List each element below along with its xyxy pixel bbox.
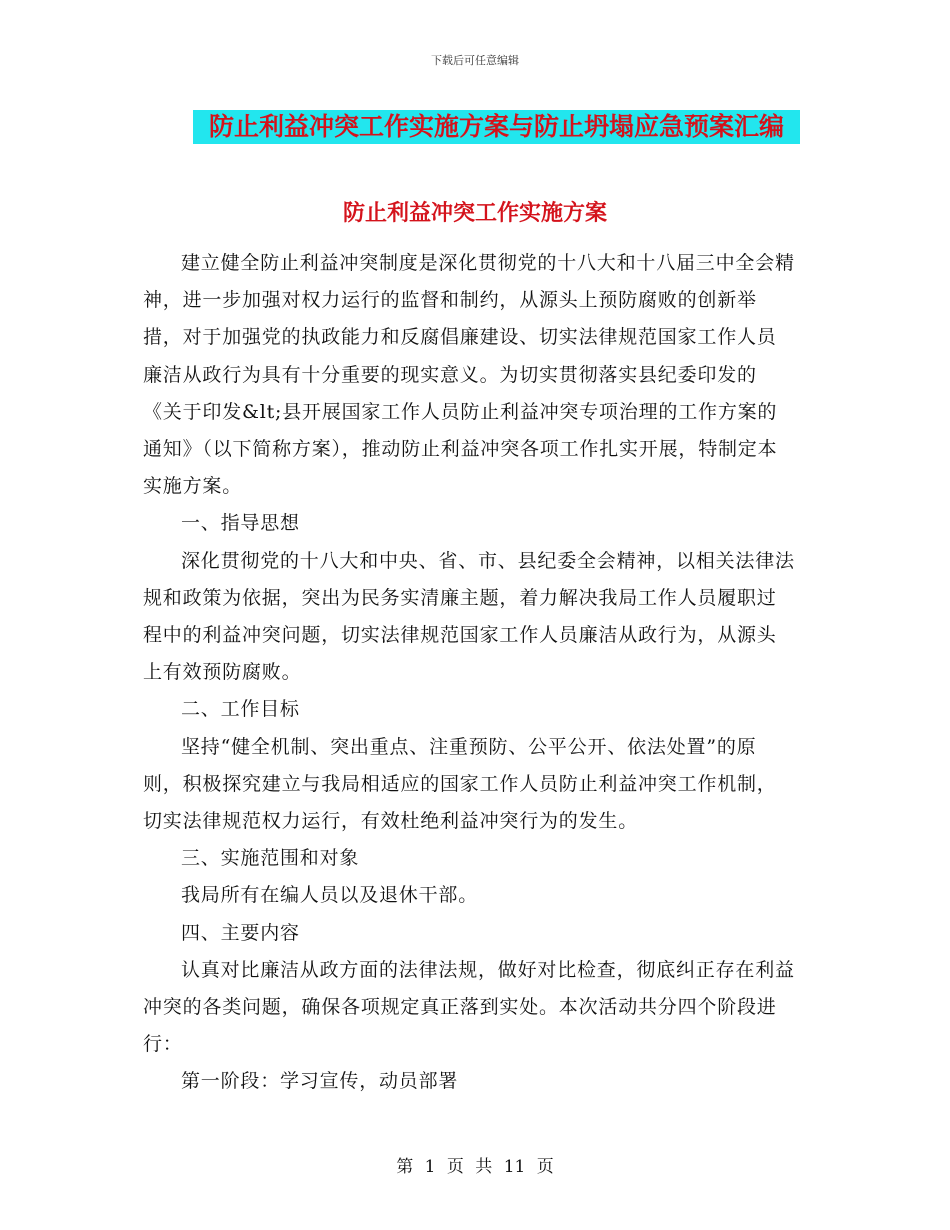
heading-main-content: 四、主要内容 [181, 921, 300, 944]
heading-guiding-thought: 一、指导思想 [181, 512, 300, 535]
document-body [143, 245, 795, 1101]
paragraph-main-content: 认真对比廉洁从政方面的法律法规，做好对比检查，彻底纠正存在利益冲突的各类问题，确保各项规定真正落到实处。本次活动共分四个阶段进行： [143, 958, 795, 1056]
paragraph-guiding-thought: 深化贯彻党的十八大和中央、省、市、县纪委全会精神，以相关法律法规和政策为依据，突出为民务实清廉主题，着力解决我局工作人员履职过程中的利益冲突问题，切实法律规范国家工作人员廉洁从政行为，从源头上有效预防腐败。 [143, 549, 795, 684]
page-header-note: 下载后可任意编辑 [431, 54, 519, 67]
paragraph-intro: 建立健全防止利益冲突制度是深化贯彻党的十八大和十八届三中全会精神，进一步加强对权力运行的监督和制约，从源头上预防腐败的创新举措，对于加强党的执政能力和反腐倡廉建设、切实法律规范国家工作人员廉洁从政行为具有十分重要的现实意义。为切实贯彻落实县纪委印发的《关于印发&lt;县开展国家工作人员防止利益冲突专项治理的工作方案的通知》（以下简称方案），推动防止利益冲突各项工作扎实开展，特制定本实施方案。 [143, 252, 795, 498]
section-title: 防止利益冲突工作实施方案 [342, 200, 607, 226]
heading-work-goal: 二、工作目标 [181, 698, 300, 721]
paragraph-scope: 我局所有在编人员以及退休干部。 [181, 884, 479, 907]
heading-scope: 三、实施范围和对象 [181, 847, 360, 870]
heading-stage-one: 第一阶段：学习宣传，动员部署 [181, 1070, 459, 1093]
document-title: 防止利益冲突工作实施方案与防止坍塌应急预案汇编 [193, 110, 800, 144]
page-number: 第 1 页 共 11 页 [396, 1157, 554, 1177]
paragraph-work-goal: 坚持“健全机制、突出重点、注重预防、公平公开、依法处置”的原则，积极探究建立与我局相适应的国家工作人员防止利益冲突工作机制，切实法律规范权力运行，有效杜绝利益冲突行为的发生。 [143, 735, 777, 833]
